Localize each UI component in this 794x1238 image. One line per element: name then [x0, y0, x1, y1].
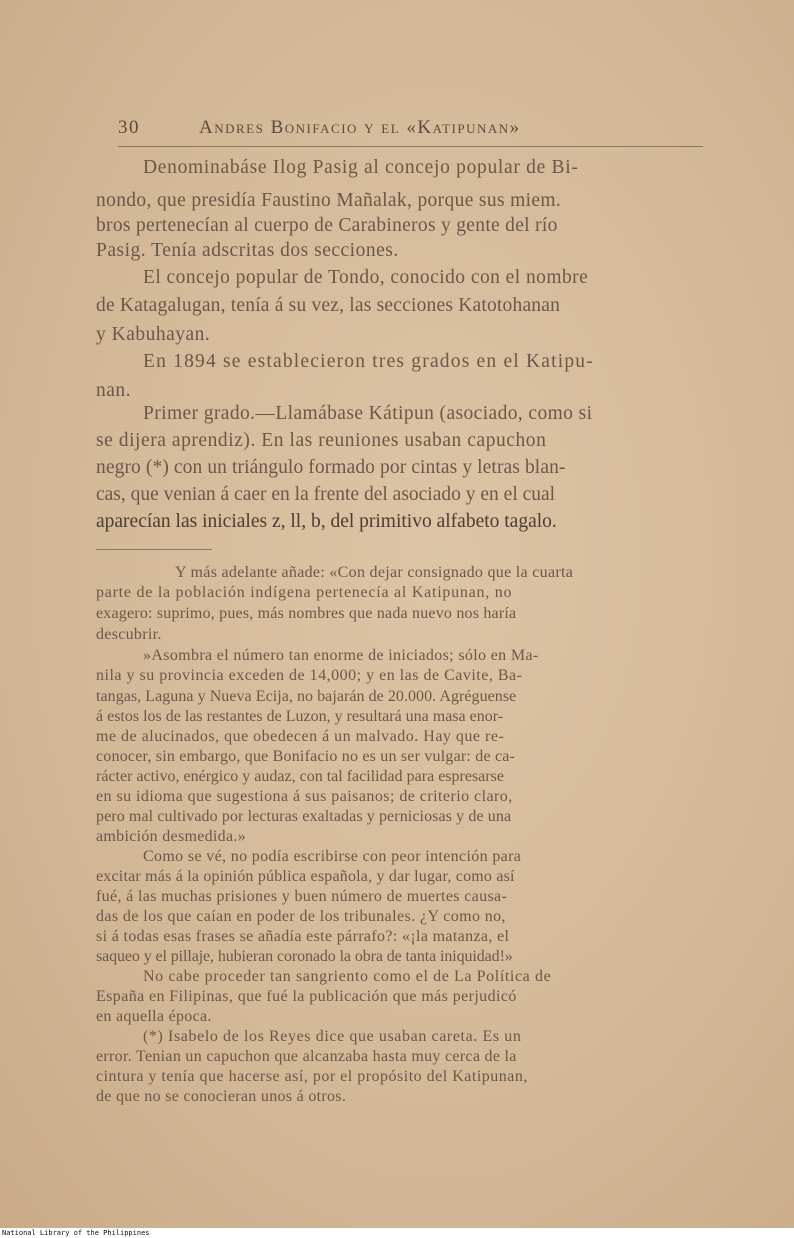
note-line: tangas, Laguna y Nueva Ecija, no bajarán de 20.000. Agréguense: [96, 688, 517, 705]
note-line: cintura y tenía que hacerse así, por el propósito del Katipunan,: [96, 1068, 528, 1085]
note-line: parte de la población indígena pertenecía al Katipunan, no: [96, 584, 513, 601]
running-title: Andres Bonifacio y el «Katipunan»: [199, 117, 521, 138]
body-line: se dijera aprendiz). En las reuniones usaban capuchon: [96, 430, 547, 451]
note-line: error. Tenian un capuchon que alcanzaba hasta muy cerca de la: [96, 1048, 517, 1065]
page-number: 30: [118, 117, 140, 138]
body-line: negro (*) con un triángulo formado por cintas y letras blan-: [96, 457, 566, 478]
note-line: »Asombra el número tan enorme de iniciados; sólo en Ma-: [143, 647, 539, 664]
body-line: Primer grado.—Llamábase Kátipun (asociado, como si: [143, 403, 593, 424]
note-line: (*) Isabelo de los Reyes dice que usaban careta. Es un: [143, 1028, 522, 1045]
body-line: El concejo popular de Tondo, conocido con el nombre: [143, 267, 589, 288]
header-rule: [118, 146, 703, 147]
note-line: si á todas esas frases se añadía este párrafo?: «¡la matanza, el: [96, 928, 510, 945]
note-line: de que no se conocieran unos á otros.: [96, 1088, 347, 1105]
body-line: Denominabáse Ilog Pasig al concejo popular de Bi-: [143, 157, 579, 178]
body-line: cas, que venian á caer en la frente del asociado y en el cual: [96, 484, 556, 505]
note-line: á estos los de las restantes de Luzon, y resultará una masa enor-: [96, 708, 504, 725]
note-line: me de alucinados, que obedecen á un malvado. Hay que re-: [96, 728, 505, 745]
note-line: en aquella época.: [96, 1008, 212, 1025]
note-line: No cabe proceder tan sangriento como el de La Política de: [143, 968, 552, 985]
body-line: y Kabuhayan.: [96, 324, 211, 345]
body-line: de Katagalugan, tenía á su vez, las secciones Katotohanan: [96, 295, 561, 316]
note-line: rácter activo, enérgico y audaz, con tal facilidad para espresarse: [96, 768, 504, 785]
running-header: [118, 117, 703, 145]
note-line: excitar más á la opinión pública española, y dar lugar, como así: [96, 868, 515, 885]
note-line: en su idioma que sugestiona á sus paisanos; de criterio claro,: [96, 788, 513, 805]
footnote-separator: [96, 549, 212, 550]
body-line: bros pertenecían al cuerpo de Carabineros y gente del río: [96, 215, 558, 236]
note-line: conocer, sin embargo, que Bonifacio no es un ser vulgar: de ca-: [96, 748, 516, 765]
note-line: descubrir.: [96, 626, 162, 643]
note-line: España en Filipinas, que fué la publicación que más perjudicó: [96, 988, 517, 1005]
body-line: Pasig. Tenía adscritas dos secciones.: [96, 240, 399, 261]
note-line: Y más adelante añade: «Con dejar consignado que la cuarta: [175, 564, 574, 581]
note-line: saqueo y el pillaje, hubieran coronado la obra de tanta iniquidad!»: [96, 948, 513, 965]
note-line: exagero: suprimo, pues, más nombres que nada nuevo nos haría: [96, 605, 517, 622]
body-line: aparecían las iniciales z, ll, b, del primitivo alfabeto tagalo.: [96, 511, 557, 532]
note-line: ambición desmedida.»: [96, 828, 246, 845]
note-line: Como se vé, no podía escribirse con peor intención para: [143, 848, 522, 865]
note-line: fué, á las muchas prisiones y buen número de muertes causa-: [96, 888, 508, 905]
body-line: En 1894 se establecieron tres grados en el Katipu-: [143, 351, 594, 372]
body-line: nan.: [96, 380, 132, 401]
library-footer: National Library of the Philippines: [0, 1228, 794, 1238]
note-line: pero mal cultivado por lecturas exaltadas y perniciosas y de una: [96, 808, 512, 825]
note-line: das de los que caían en poder de los tribunales. ¿Y como no,: [96, 908, 506, 925]
note-line: nila y su provincia exceden de 14,000; y en las de Cavite, Ba-: [96, 667, 523, 684]
body-line: nondo, que presidía Faustino Mañalak, porque sus miem.: [96, 190, 562, 211]
